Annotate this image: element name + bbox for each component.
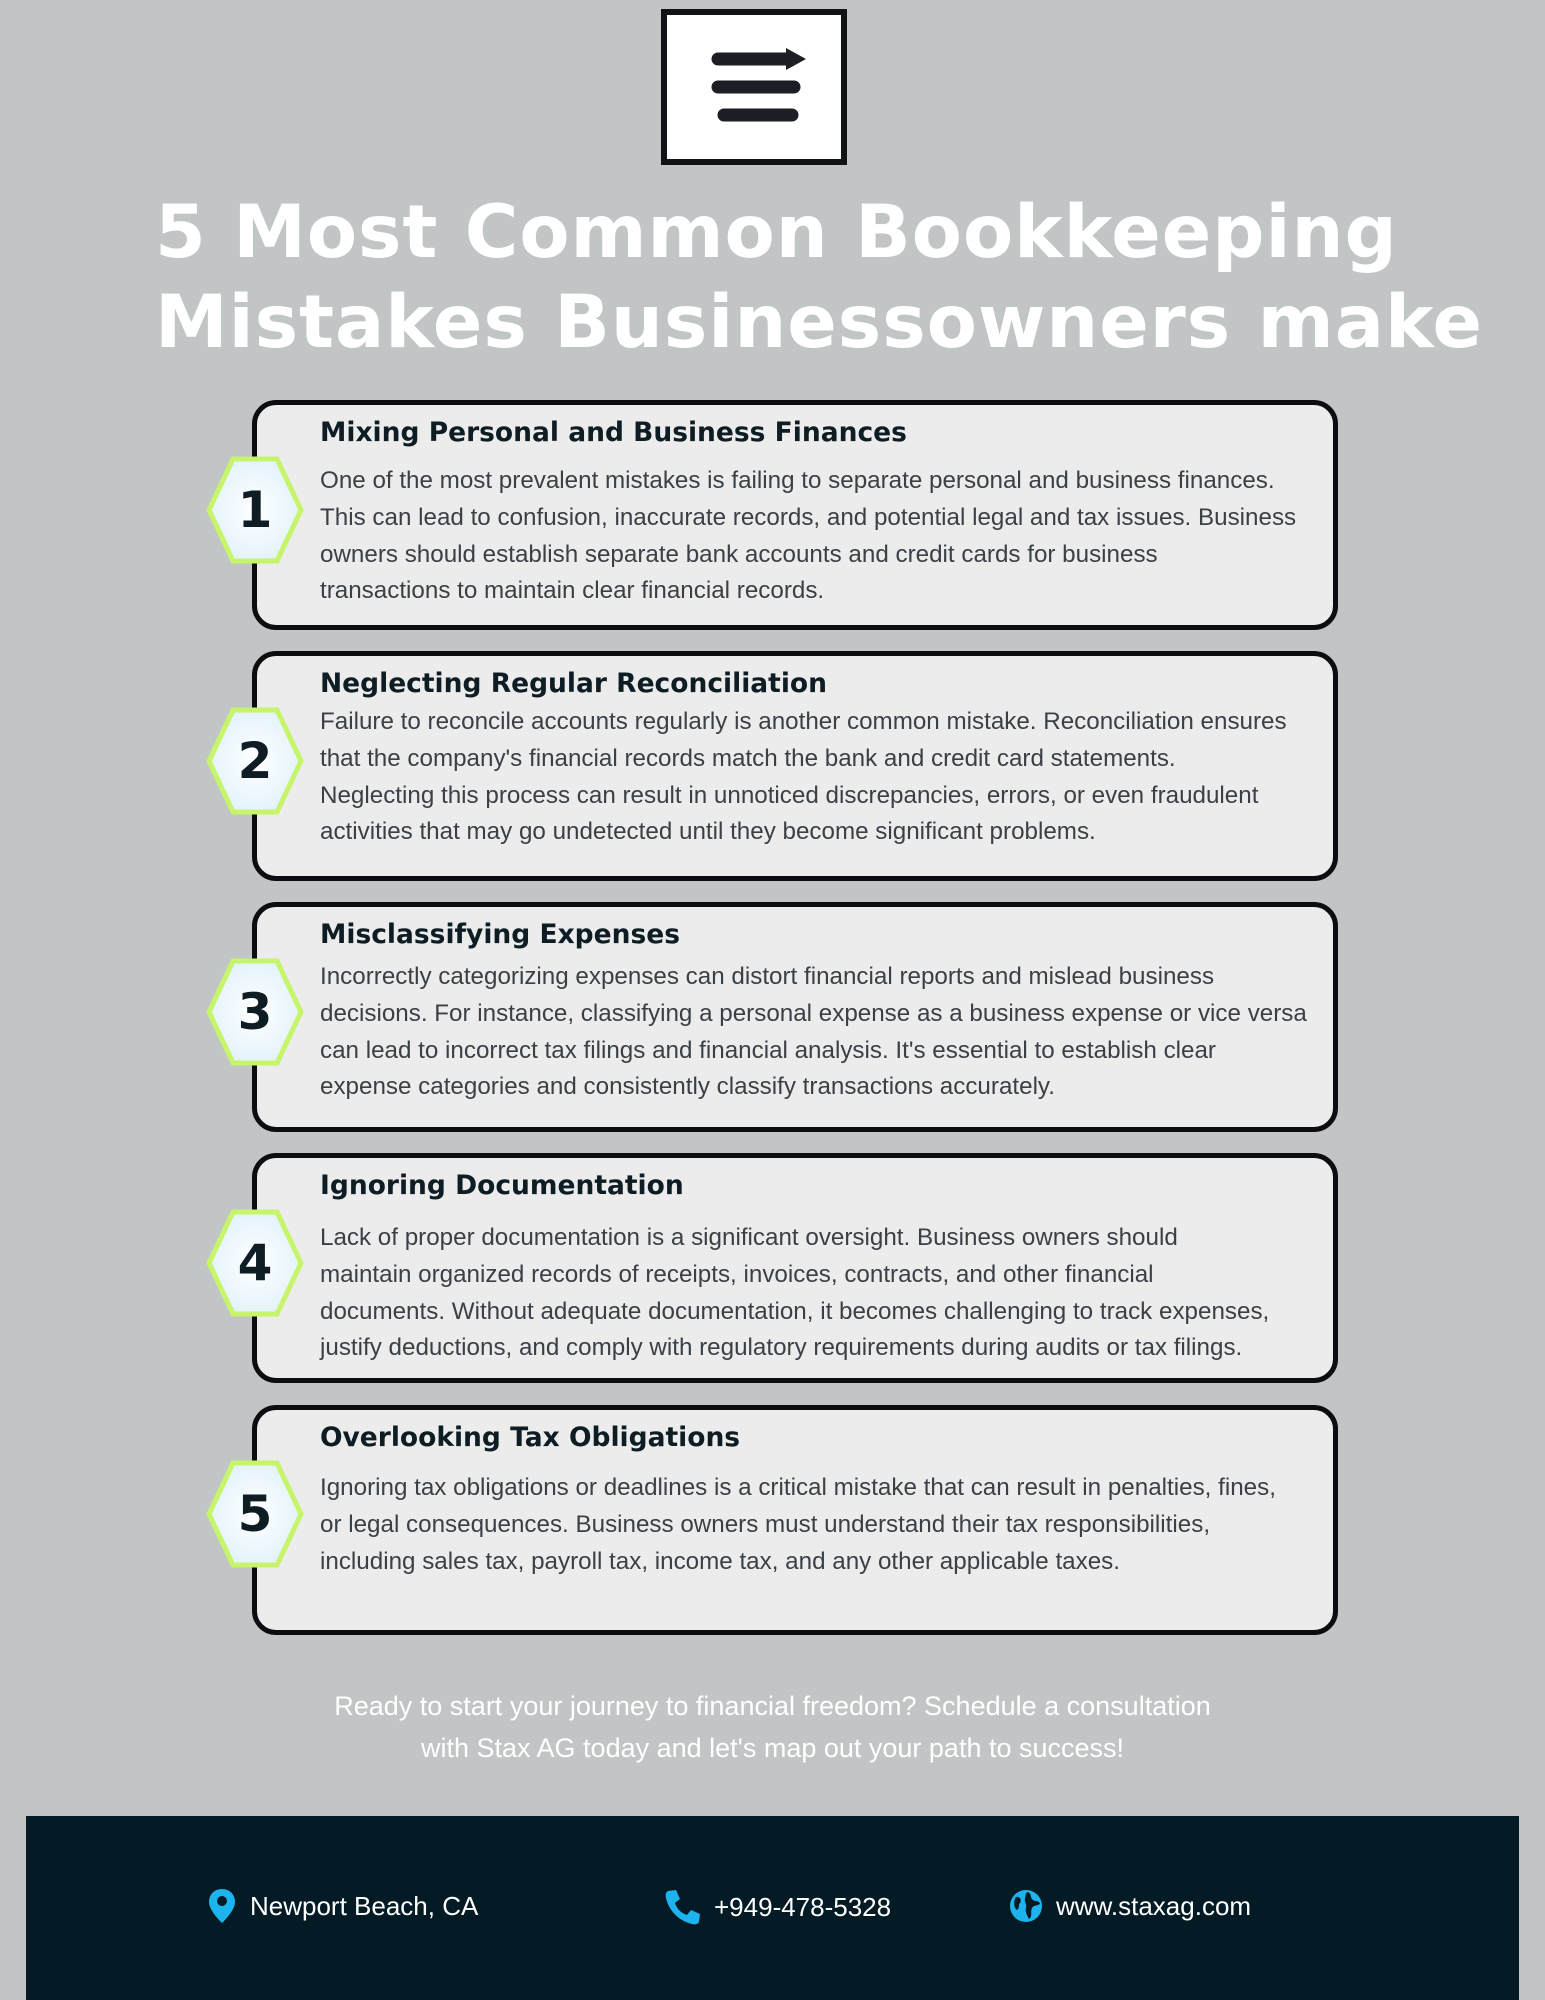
mistake-title: Misclassifying Expenses [320,919,681,950]
mistake-description: Lack of proper documentation is a significant oversight. Business owners should maintain organized records of receipts, invoices, contracts, and other financial documents. Without adequate documentation, it becomes challenging to track expenses, justify deductions, and comply with regulatory requirements during audits or tax filings. [320,1224,1270,1362]
number-badge-2 [205,706,305,816]
location-text: Newport Beach, CA [250,1890,479,1921]
globe-icon [1008,1888,1044,1924]
badge-number: 4 [237,1234,273,1292]
page-title-line-1: 5 Most Common Bookkeeping [155,190,1398,275]
mistake-card-1 [252,400,1338,630]
mistake-title: Overlooking Tax Obligations [320,1422,741,1453]
page-title-line-2: Mistakes Businessowners make [155,280,1484,365]
footer [26,1816,1519,2000]
cta-line-1: Ready to start your journey to financial freedom? Schedule a consultation [334,1691,1211,1721]
mistake-title: Ignoring Documentation [320,1170,684,1201]
call-to-action [200,1685,1345,1769]
website-text[interactable]: www.staxag.com [1056,1890,1252,1921]
number-badge-3 [205,957,305,1067]
map-pin-icon [206,1888,238,1924]
badge-number: 3 [237,983,273,1041]
footer-website[interactable] [1008,1888,1251,1924]
mistake-description: Failure to reconcile accounts regularly is another common mistake. Reconciliation ensures that the company's financial records match the bank and credit card statements. Neglecting this process can result in unnoticed discrepancies, errors, or even fraudulent activities that may go undetected until they become significant problems. [320,708,1287,846]
number-badge-4 [205,1208,305,1318]
brand-logo [661,9,847,165]
footer-phone[interactable] [664,1888,891,1926]
footer-location [206,1888,478,1924]
badge-number: 5 [237,1485,273,1543]
badge-number: 2 [237,732,273,790]
mistake-card-4 [252,1153,1338,1383]
stax-arrow-logo-icon [702,47,810,129]
number-badge-1 [205,455,305,565]
phone-icon [664,1888,702,1926]
page-title [155,188,1484,368]
mistake-card-2 [252,651,1338,881]
mistake-description: Ignoring tax obligations or deadlines is a critical mistake that can result in penalties, fines, or legal consequences. Business owners must understand their tax responsibilities, including sales tax, payroll tax, income tax, and any other applicable taxes. [320,1474,1276,1575]
mistake-description: One of the most prevalent mistakes is failing to separate personal and business finances. This can lead to confusion, inaccurate records, and potential legal and tax issues. Business owners should establish separate bank accounts and credit cards for business transactions to maintain clear financial records. [320,467,1297,605]
badge-number: 1 [237,481,273,539]
mistake-description: Incorrectly categorizing expenses can distort financial reports and mislead business decisions. For instance, classifying a personal expense as a business expense or vice versa can lead to incorrect tax filings and financial analysis. It's essential to establish clear expense categories and consistently classify transactions accurately. [320,963,1307,1101]
cta-line-2: with Stax AG today and let's map out your path to success! [420,1733,1125,1763]
mistake-card-5 [252,1405,1338,1635]
mistake-title: Mixing Personal and Business Finances [320,417,907,448]
number-badge-5 [205,1459,305,1569]
mistake-card-3 [252,902,1338,1132]
phone-text[interactable]: +949-478-5328 [714,1891,892,1922]
mistake-title: Neglecting Regular Reconciliation [320,668,827,699]
